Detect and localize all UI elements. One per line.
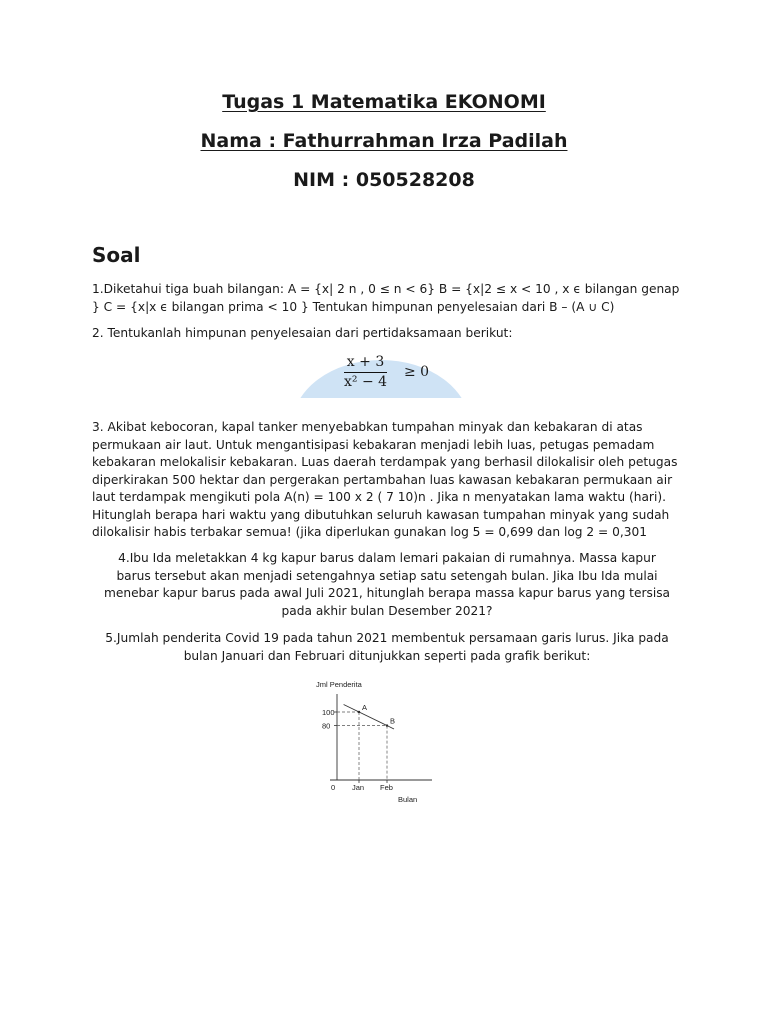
- formula-numerator: x + 3: [344, 354, 387, 373]
- question-4-text: 4.Ibu Ida meletakkan 4 kg kapur barus dalam lemari pakaian di rumahnya. Massa kapur barus tersebut akan menjadi setengahnya setiap satu setengah bulan. Jika Ibu Ida mulai menebar kapur barus pada awal Juli 2021, hitunglah berapa massa kapur barus yang tersisa pada akhir bulan Desember 2021?: [103, 551, 671, 618]
- question-4: [100, 550, 674, 620]
- chart-marks: [322, 703, 395, 792]
- student-nim: NIM : 050528208: [293, 169, 475, 191]
- course-title: Tugas 1 Matematika EKONOMI: [222, 91, 546, 113]
- student-name: Nama : Fathurrahman Irza Padilah: [200, 130, 568, 152]
- chart-point-label: B: [390, 716, 396, 726]
- question-3-text: 3. Akibat kebocoran, kapal tanker menyebabkan tumpahan minyak dan kebakaran di atas permukaan air laut. Untuk mengantisipasi kebakaran menjadi lebih luas, petugas pemadam kebakaran melokalisir kebakaran. Luas daerah terdampak yang berhasil dilokalisir oleh petugas diperkirakan 500 hektar dan pergerakan pertambahan luas kawasan kebakaran permukaan air laut terdampak mengikuti pola A(n) = 100 x 2 ( 7 10)n . Jika n menyatakan lama waktu (hari). Hitunglah berapa hari waktu yang dibutuhkan seluruh kawasan tumpahan minyak yang sudah dilokalisir habis terbakar semua! (jika diperlukan gunakan log 5 = 0,699 dan log 2 = 0,301: [92, 420, 678, 539]
- chart-y-tick-label: 80: [322, 721, 331, 731]
- chart-svg: [294, 672, 474, 818]
- chart-y-tick-label: 100: [322, 708, 335, 717]
- question-5: [100, 630, 674, 665]
- formula-denominator: x² − 4: [344, 374, 388, 390]
- formula-fraction: [344, 354, 387, 392]
- question-2-text: 2. Tentukanlah himpunan penyelesaian dari pertidaksamaan berikut:: [92, 326, 513, 340]
- covid-chart: [294, 672, 474, 818]
- chart-xlabel: Bulan: [398, 795, 418, 804]
- chart-x-tick-label: Feb: [380, 783, 393, 792]
- question-1-text: 1.Diketahui tiga buah bilangan: A = {x| 2 n , 0 ≤ n < 6} B = {x|2 ≤ x < 10 , x ϵ bilangan genap } C = {x|x ϵ bilangan prima < 10 } Tentukan himpunan penyelesaian dari B – (A ∪ C): [92, 282, 680, 314]
- question-1: [92, 281, 682, 316]
- inequality-formula: [292, 352, 470, 398]
- section-heading: Soal: [92, 243, 141, 267]
- question-2: [92, 325, 682, 343]
- formula-relation: ≥ 0: [404, 364, 430, 380]
- chart-origin-label: 0: [331, 783, 336, 792]
- chart-ylabel: Jml Penderita: [316, 680, 362, 689]
- chart-x-tick-label: Jan: [352, 783, 365, 792]
- question-5-text: 5.Jumlah penderita Covid 19 pada tahun 2021 membentuk persamaan garis lurus. Jika pada bulan Januari dan Februari ditunjukkan seperti pada grafik berikut:: [105, 631, 669, 663]
- question-3: [92, 419, 682, 542]
- chart-point-label: A: [362, 703, 368, 712]
